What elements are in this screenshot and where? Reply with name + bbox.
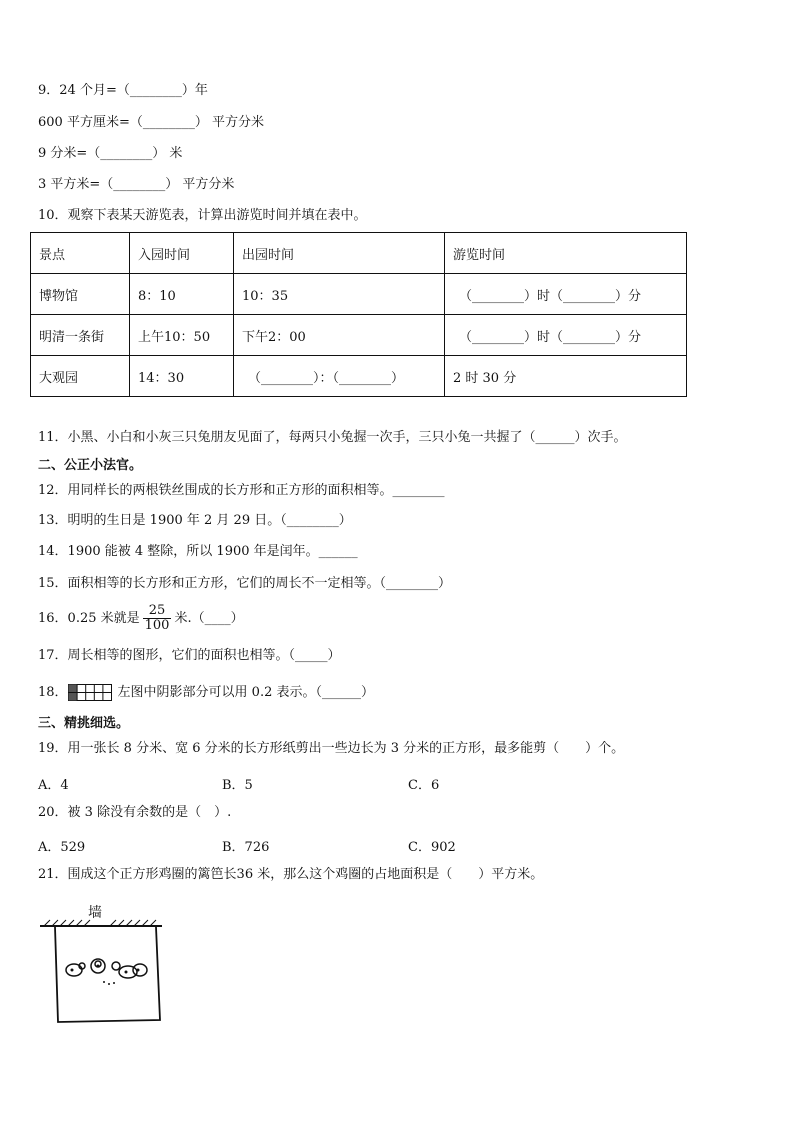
header-cell: 出园时间 <box>234 233 445 274</box>
table-row <box>31 274 687 315</box>
q19-option-a: A．4 <box>38 778 69 793</box>
section3-heading: 三、精挑细选。 <box>38 716 130 731</box>
q16 <box>38 602 244 636</box>
q21: 21．围成这个正方形鸡圈的篱笆长36 米，那么这个鸡圈的占地面积是（ ）平方米。 <box>38 867 544 882</box>
table-cell: 明清一条街 <box>31 315 130 356</box>
q18 <box>38 683 374 703</box>
q20: 20．被 3 除没有余数的是（ ）. <box>38 805 232 820</box>
table-row <box>31 315 687 356</box>
table-cell: （________）时（________）分 <box>445 315 687 356</box>
q15: 15．面积相等的长方形和正方形，它们的周长不一定相等。（________） <box>38 576 452 591</box>
table-cell: 大观园 <box>31 356 130 397</box>
q12: 12．用同样长的两根铁丝围成的长方形和正方形的面积相等。________ <box>38 483 445 498</box>
q18-text: 左图中阴影部分可以用 0.2 表示。（______） <box>117 685 374 700</box>
q20-option-b: B．726 <box>222 840 270 855</box>
q19: 19．用一张长 8 分米、宽 6 分米的长方形纸剪出一些边长为 3 分米的正方形，最多能剪（ ）个。 <box>38 741 625 756</box>
q9-line2: 600 平方厘米=（________） 平方分米 <box>38 115 264 130</box>
q17: 17．周长相等的图形，它们的面积也相等。（_____） <box>38 648 341 663</box>
tour-table <box>30 232 687 397</box>
header-cell: 游览时间 <box>445 233 687 274</box>
table-cell: 10：35 <box>234 274 445 315</box>
q9-line4: 3 平方米=（________） 平方分米 <box>38 177 235 192</box>
q19-option-c: C．6 <box>408 778 440 793</box>
table-header-row <box>31 233 687 274</box>
fraction-denominator: 100 <box>144 618 170 633</box>
table-cell: 2 时 30 分 <box>445 356 687 397</box>
q13: 13．明明的生日是 1900 年 2 月 29 日。（________） <box>38 513 352 528</box>
table-cell: 下午2：00 <box>234 315 445 356</box>
q11: 11．小黑、小白和小灰三只兔朋友见面了，每两只小兔握一次手，三只小兔一共握了（______）次手。 <box>38 430 627 445</box>
q16-prefix: 16．0.25 米就是 <box>38 611 140 626</box>
table-cell: （________）：（________） <box>234 356 445 397</box>
q18-label: 18． <box>38 685 68 700</box>
section2-heading: 二、公正小法官。 <box>38 458 143 473</box>
coop-drawing <box>38 900 168 1030</box>
table-row <box>31 356 687 397</box>
q19-option-b: B．5 <box>222 778 253 793</box>
q20-option-c: C．902 <box>408 840 456 855</box>
q20-option-a: A．529 <box>38 840 86 855</box>
chicken-coop-figure <box>38 900 168 1034</box>
table-cell: 博物馆 <box>31 274 130 315</box>
fraction <box>143 604 172 633</box>
table-cell: （________）时（________）分 <box>445 274 687 315</box>
q10-title: 10．观察下表某天游览表，计算出游览时间并填在表中。 <box>38 208 367 223</box>
table-cell: 14：30 <box>130 356 234 397</box>
q16-suffix: 米.（____） <box>174 611 244 626</box>
table-cell: 8：10 <box>130 274 234 315</box>
table-cell: 上午10：50 <box>130 315 234 356</box>
header-cell: 景点 <box>31 233 130 274</box>
shaded-grid-icon <box>68 684 112 701</box>
wall-label: 墙 <box>88 905 102 921</box>
header-cell: 入园时间 <box>130 233 234 274</box>
fraction-numerator: 25 <box>143 604 172 619</box>
q14: 14．1900 能被 4 整除，所以 1900 年是闰年。______ <box>38 544 358 559</box>
q9-line3: 9 分米=（________） 米 <box>38 146 183 161</box>
q9-line1: 9．24 个月=（________）年 <box>38 83 208 98</box>
